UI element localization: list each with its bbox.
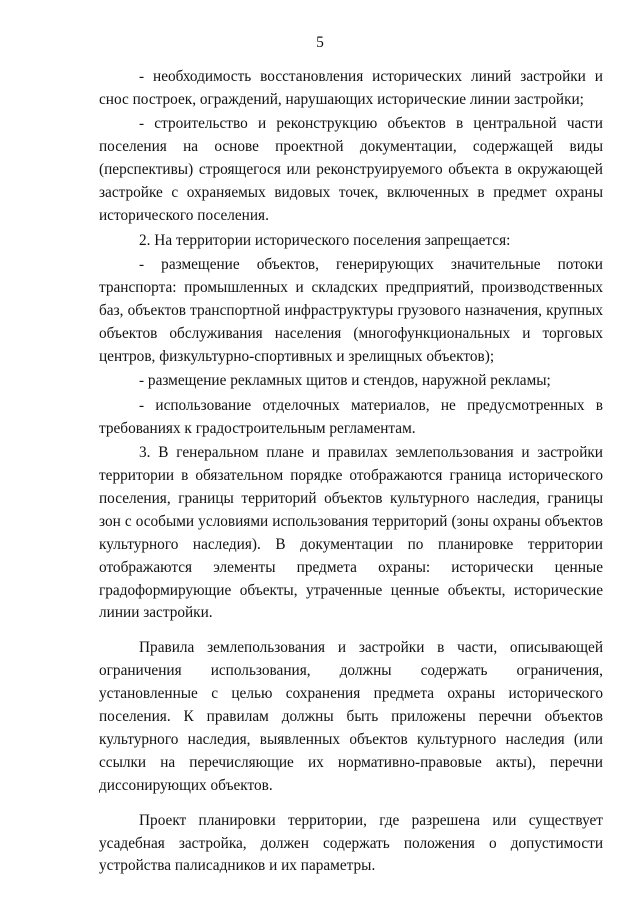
paragraph-prohibitions-heading: 2. На территории исторического поселения запрещается: bbox=[139, 231, 511, 249]
paragraph-planning-project: Проект планировки территории, где разрешена или существует усадебная застройка, должен содержать положения о допустимости устройства палисадников и их параметры. bbox=[99, 811, 603, 875]
document-body bbox=[99, 66, 603, 880]
paragraph-general-plan: 3. В генеральном плане и правилах землепользования и застройки территории в обязательном порядке отображаются граница исторического поселения, границы территорий объектов культурного наследия, границы зон с особыми условиями использования территорий (зоны охраны объектов культурного наследия). В документации по планировке территории отображаются элементы предмета охраны: исторически ценные градоформирующие объекты, утраченные ценные объекты, исторические линии застройки. bbox=[99, 444, 603, 622]
paragraph-restore-building-lines: - необходимость восстановления исторических линий застройки и снос построек, ограждений, нарушающих исторические линии застройки; bbox=[99, 68, 603, 108]
paragraph-advertising: - размещение рекламных щитов и стендов, наружной рекламы; bbox=[139, 372, 551, 390]
paragraph-finishing-materials: - использование отделочных материалов, не предусмотренных в требованиях к градостроительным регламентам. bbox=[99, 396, 603, 437]
paragraph-traffic-generating-objects: - размещение объектов, генерирующих значительные потоки транспорта: промышленных и складских предприятий, производственных баз, объектов транспортной инфраструктуры грузового назначения, крупных объектов обслуживания населения (многофункциональных и торговых центров, физкультурно-спортивных и зрелищных объектов); bbox=[99, 256, 603, 365]
paragraph-land-use-rules: Правила землепользования и застройки в части, описывающей ограничения использования, должны содержать ограничения, установленные с целью сохранения предмета охраны исторического поселения. К правилам должны быть приложены перечни объектов культурного наследия, выявленных объектов культурного наследия (или ссылки на перечисляющие их нормативно-правовые акты), перечни диссонирующих объектов. bbox=[99, 639, 603, 794]
page-number: 5 bbox=[316, 34, 324, 51]
paragraph-construction-central-part: - строительство и реконструкцию объектов в центральной части поселения на основе проектной документации, содержащей виды (перспективы) строящегося или реконструируемого объекта в окружающей застройке с охраняемых видовых точек, включенных в предмет охраны исторического поселения. bbox=[99, 115, 603, 225]
